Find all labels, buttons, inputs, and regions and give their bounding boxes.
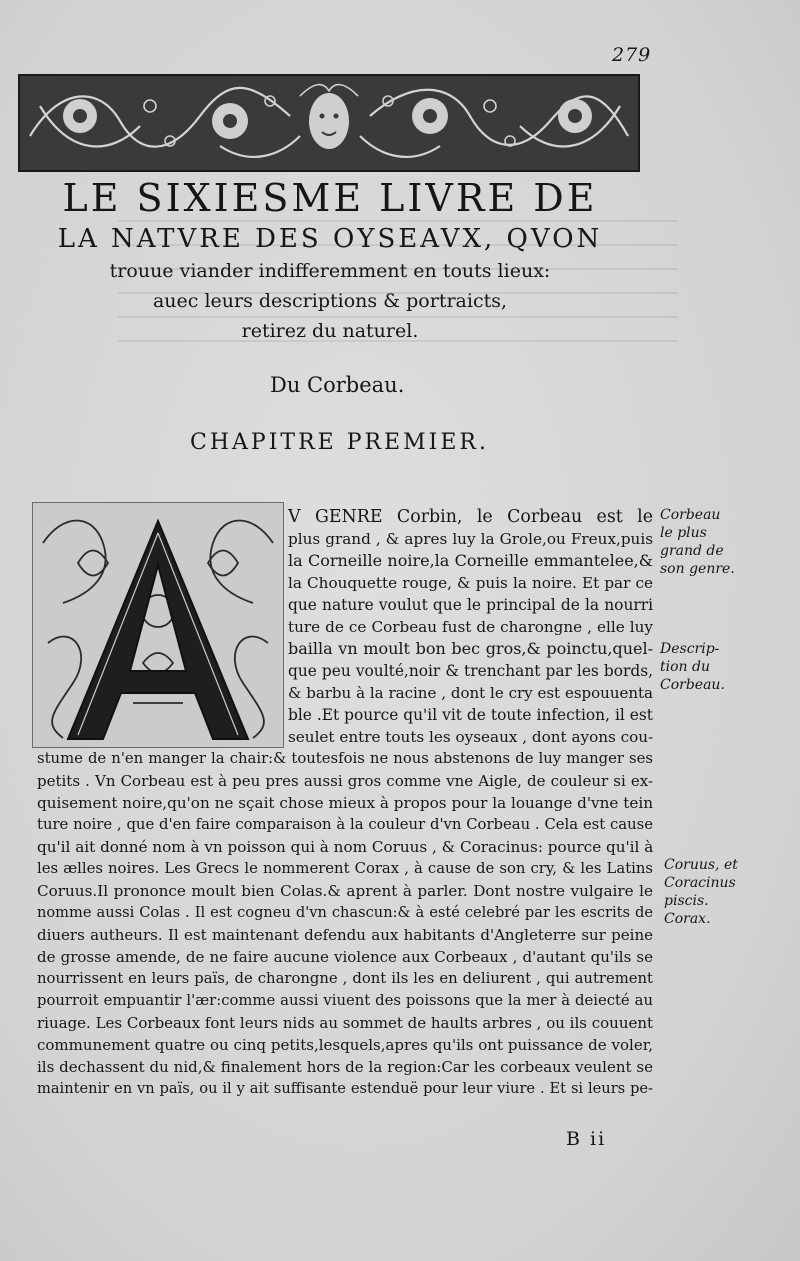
book-title-line-2: LA NATVRE DES OYSEAVX, QVON: [57, 224, 603, 254]
body-line: la Chouquette rouge, & puis la noire. Et par ce: [288, 574, 653, 592]
body-line: ture de ce Corbeau fust de charongne , elle luy: [288, 618, 653, 636]
body-line: nourrissent en leurs païs, de charongne , dont ils les en deliurent , qui autrement: [37, 970, 653, 987]
margin-note-coruus: [664, 856, 738, 928]
body-line: que peu voulté,noir & trenchant par les bords,: [288, 662, 653, 680]
page-number: 279: [612, 44, 652, 66]
margin-note-line: tion du: [660, 659, 710, 675]
body-line: communement quatre ou cinq petits,lesquels,apres qu'ils ont puissance de voler,: [37, 1036, 653, 1054]
body-line: nomme aussi Colas . Il est cogneu d'vn chascun:& à esté celebré par les escrits de: [37, 904, 653, 921]
margin-note-line: le plus: [660, 525, 707, 541]
body-line: bailla vn moult bon bec gros,& poinctu,quel-: [288, 639, 653, 658]
section-subject: Du Corbeau.: [270, 373, 405, 397]
margin-note-line: Coracinus: [664, 875, 736, 891]
book-title-line-3: trouue viander indifferemment en touts lieux:: [109, 260, 551, 282]
margin-note-line: Corax.: [664, 911, 711, 927]
body-line: Coruus.Il prononce moult bien Colas.& aprent à parler. Dont nostre vulgaire le: [37, 882, 653, 900]
body-line: diuers autheurs. Il est maintenant defendu aux habitants d'Angleterre sur peine: [37, 926, 653, 944]
book-title-line-5: retirez du naturel.: [241, 320, 419, 342]
margin-note-line: grand de: [660, 543, 724, 559]
book-title-line-1: LE SIXIESME LIVRE DE: [62, 176, 598, 220]
body-line: ble .Et pource qu'il vit de toute infection, il est: [288, 706, 653, 724]
margin-note-line: Corbeau.: [660, 677, 725, 693]
margin-note-line: Corbeau: [660, 507, 721, 523]
margin-note-line: piscis.: [664, 893, 709, 909]
body-line: maintenir en vn païs, ou il y ait suffisante estenduë pour leur viure . Et si leurs pe-: [37, 1080, 653, 1097]
body-line: les ælles noires. Les Grecs le nommerent Corax , à cause de son cry, & les Latins: [37, 860, 653, 877]
margin-note-description: [660, 640, 725, 694]
body-line: la Corneille noire,la Corneille emmantelee,&: [288, 551, 653, 570]
chapter-heading: CHAPITRE PREMIER.: [190, 430, 489, 455]
margin-note-line: Coruus, et: [664, 857, 738, 873]
margin-note-line: son genre.: [660, 561, 735, 577]
signature-mark: B ii: [566, 1128, 607, 1150]
body-line: quisement noire,qu'on ne sçait chose mieux à propos pour la louange d'vne tein: [37, 794, 653, 812]
body-line: de grosse amende, de ne faire aucune violence aux Corbeaux , d'autant qu'ils se: [37, 948, 653, 966]
book-title-line-4: auec leurs descriptions & portraicts,: [152, 290, 508, 312]
margin-note-line: Descrip-: [660, 641, 720, 657]
body-line: ils dechassent du nid,& finalement hors de la region:Car les corbeaux veulent se: [37, 1058, 653, 1076]
body-line: riuage. Les Corbeaux font leurs nids au sommet de haults arbres , ou ils couuent: [37, 1014, 654, 1032]
body-line: & barbu à la racine , dont le cry est espouuenta: [288, 684, 653, 702]
body-line: V GENRE Corbin, le Corbeau est le: [288, 507, 653, 527]
body-line: petits . Vn Corbeau est à peu pres aussi gros comme vne Aigle, de couleur si ex-: [37, 772, 653, 790]
body-line: seulet entre touts les oyseaux , dont ayons cou-: [288, 728, 654, 746]
body-line: stume de n'en manger la chair:& toutesfois ne nous abstenons de luy manger ses: [37, 750, 653, 767]
body-line: plus grand , & apres luy la Grole,ou Freux,puis: [288, 530, 653, 548]
body-line: que nature voulut que le principal de la nourri: [288, 596, 653, 614]
body-line: qu'il ait donné nom à vn poisson qui à nom Coruus , & Coracinus: pource qu'il à: [37, 838, 654, 856]
body-line: ture noire , que d'en faire comparaison à la couleur d'vn Corbeau . Cela est cause: [37, 816, 653, 833]
margin-note-corbeau: [660, 506, 735, 578]
body-line: pourroit empuantir l'ær:comme aussi viuent des poissons que la mer à deiecté au: [37, 992, 653, 1009]
